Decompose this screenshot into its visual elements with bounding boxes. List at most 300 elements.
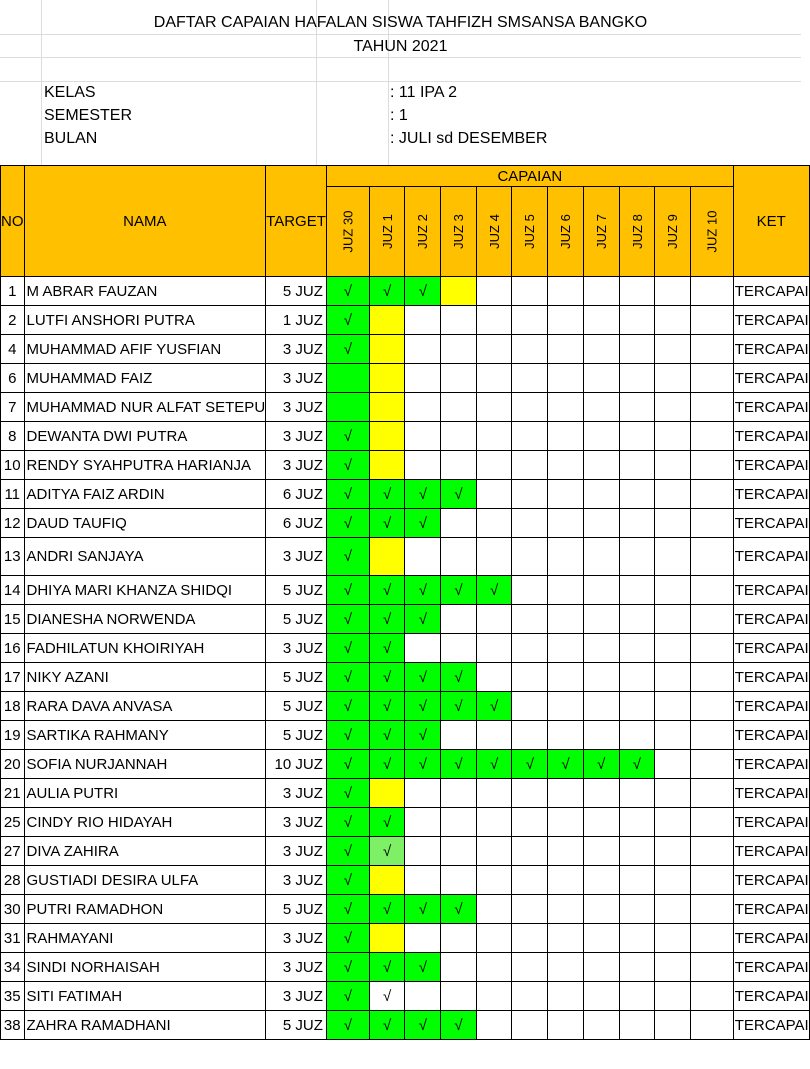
juz-cell[interactable] — [619, 895, 655, 924]
juz-cell[interactable]: √ — [441, 480, 477, 509]
row-nama[interactable]: RAHMAYANI — [24, 924, 266, 953]
row-ket[interactable]: TERCAPAI — [733, 538, 809, 576]
row-nama[interactable]: SITI FATIMAH — [24, 982, 266, 1011]
juz-cell[interactable] — [583, 393, 619, 422]
juz-cell[interactable] — [476, 634, 512, 663]
juz-cell[interactable] — [690, 335, 733, 364]
juz-cell[interactable] — [583, 721, 619, 750]
juz-cell[interactable] — [619, 808, 655, 837]
juz-cell[interactable] — [690, 866, 733, 895]
juz-cell[interactable] — [619, 451, 655, 480]
row-target[interactable]: 5 JUZ — [266, 692, 327, 721]
juz-cell[interactable] — [655, 451, 691, 480]
juz-cell[interactable] — [690, 480, 733, 509]
juz-cell[interactable] — [548, 451, 584, 480]
juz-cell[interactable] — [369, 866, 405, 895]
juz-cell[interactable] — [512, 364, 548, 393]
juz-cell[interactable]: √ — [369, 634, 405, 663]
juz-cell[interactable] — [441, 335, 477, 364]
juz-cell[interactable] — [369, 393, 405, 422]
juz-cell[interactable] — [441, 634, 477, 663]
juz-cell[interactable] — [655, 837, 691, 866]
row-target[interactable]: 3 JUZ — [266, 393, 327, 422]
juz-cell[interactable]: √ — [619, 750, 655, 779]
juz-cell[interactable] — [369, 451, 405, 480]
row-nama[interactable]: LUTFI ANSHORI PUTRA — [24, 306, 266, 335]
row-no[interactable]: 14 — [1, 576, 25, 605]
juz-cell[interactable] — [548, 509, 584, 538]
row-ket[interactable]: TERCAPAI — [733, 364, 809, 393]
juz-cell[interactable] — [548, 895, 584, 924]
row-nama[interactable]: DIVA ZAHIRA — [24, 837, 266, 866]
row-no[interactable]: 10 — [1, 451, 25, 480]
juz-cell[interactable]: √ — [326, 605, 369, 634]
row-nama[interactable]: ADITYA FAIZ ARDIN — [24, 480, 266, 509]
juz-cell[interactable] — [405, 451, 441, 480]
juz-cell[interactable] — [583, 924, 619, 953]
row-target[interactable]: 5 JUZ — [266, 576, 327, 605]
row-target[interactable]: 3 JUZ — [266, 837, 327, 866]
juz-cell[interactable] — [583, 866, 619, 895]
juz-cell[interactable] — [583, 692, 619, 721]
juz-cell[interactable] — [619, 277, 655, 306]
juz-cell[interactable] — [655, 953, 691, 982]
juz-cell[interactable] — [619, 422, 655, 451]
juz-cell[interactable] — [690, 538, 733, 576]
row-no[interactable]: 17 — [1, 663, 25, 692]
juz-cell[interactable] — [655, 692, 691, 721]
juz-cell[interactable]: √ — [405, 480, 441, 509]
row-target[interactable]: 3 JUZ — [266, 982, 327, 1011]
juz-cell[interactable]: √ — [405, 750, 441, 779]
juz-cell[interactable]: √ — [405, 576, 441, 605]
juz-cell[interactable]: √ — [405, 1011, 441, 1040]
juz-cell[interactable] — [690, 895, 733, 924]
juz-cell[interactable] — [583, 1011, 619, 1040]
juz-cell[interactable] — [405, 364, 441, 393]
row-nama[interactable]: DIANESHA NORWENDA — [24, 605, 266, 634]
juz-cell[interactable] — [548, 808, 584, 837]
row-target[interactable]: 3 JUZ — [266, 779, 327, 808]
juz-cell[interactable] — [476, 924, 512, 953]
row-ket[interactable]: TERCAPAI — [733, 808, 809, 837]
juz-cell[interactable]: √ — [405, 953, 441, 982]
juz-cell[interactable] — [405, 634, 441, 663]
juz-cell[interactable] — [512, 509, 548, 538]
juz-cell[interactable] — [655, 982, 691, 1011]
row-target[interactable]: 6 JUZ — [266, 480, 327, 509]
juz-cell[interactable] — [476, 1011, 512, 1040]
row-ket[interactable]: TERCAPAI — [733, 692, 809, 721]
row-ket[interactable]: TERCAPAI — [733, 924, 809, 953]
juz-cell[interactable]: √ — [369, 1011, 405, 1040]
row-no[interactable]: 1 — [1, 277, 25, 306]
juz-cell[interactable] — [476, 895, 512, 924]
juz-cell[interactable]: √ — [326, 924, 369, 953]
juz-cell[interactable] — [690, 808, 733, 837]
juz-cell[interactable] — [512, 663, 548, 692]
juz-cell[interactable] — [405, 779, 441, 808]
juz-cell[interactable] — [619, 509, 655, 538]
juz-cell[interactable] — [512, 277, 548, 306]
juz-cell[interactable] — [583, 335, 619, 364]
row-nama[interactable]: ZAHRA RAMADHANI — [24, 1011, 266, 1040]
juz-cell[interactable] — [655, 808, 691, 837]
row-nama[interactable]: DEWANTA DWI PUTRA — [24, 422, 266, 451]
row-no[interactable]: 6 — [1, 364, 25, 393]
row-no[interactable]: 20 — [1, 750, 25, 779]
juz-cell[interactable] — [583, 808, 619, 837]
juz-cell[interactable] — [655, 750, 691, 779]
row-nama[interactable]: CINDY RIO HIDAYAH — [24, 808, 266, 837]
juz-cell[interactable] — [548, 924, 584, 953]
row-nama[interactable]: SINDI NORHAISAH — [24, 953, 266, 982]
juz-cell[interactable] — [405, 982, 441, 1011]
juz-cell[interactable]: √ — [326, 837, 369, 866]
juz-cell[interactable] — [548, 953, 584, 982]
row-nama[interactable]: MUHAMMAD AFIF YUSFIAN — [24, 335, 266, 364]
row-ket[interactable]: TERCAPAI — [733, 306, 809, 335]
row-nama[interactable]: M ABRAR FAUZAN — [24, 277, 266, 306]
juz-cell[interactable] — [619, 605, 655, 634]
row-no[interactable]: 13 — [1, 538, 25, 576]
juz-cell[interactable] — [476, 808, 512, 837]
juz-cell[interactable] — [690, 1011, 733, 1040]
juz-cell[interactable] — [690, 576, 733, 605]
juz-cell[interactable] — [619, 306, 655, 335]
row-no[interactable]: 12 — [1, 509, 25, 538]
row-nama[interactable]: PUTRI RAMADHON — [24, 895, 266, 924]
juz-cell[interactable] — [548, 779, 584, 808]
juz-cell[interactable] — [476, 393, 512, 422]
juz-cell[interactable] — [512, 837, 548, 866]
juz-cell[interactable] — [619, 721, 655, 750]
juz-cell[interactable]: √ — [326, 335, 369, 364]
juz-cell[interactable] — [512, 306, 548, 335]
juz-cell[interactable] — [548, 422, 584, 451]
juz-cell[interactable] — [441, 393, 477, 422]
juz-cell[interactable] — [690, 663, 733, 692]
juz-cell[interactable] — [690, 982, 733, 1011]
juz-cell[interactable] — [690, 306, 733, 335]
juz-cell[interactable]: √ — [476, 750, 512, 779]
juz-cell[interactable]: √ — [326, 422, 369, 451]
juz-cell[interactable] — [548, 605, 584, 634]
juz-cell[interactable]: √ — [441, 895, 477, 924]
juz-cell[interactable] — [476, 538, 512, 576]
juz-cell[interactable]: √ — [369, 750, 405, 779]
row-ket[interactable]: TERCAPAI — [733, 509, 809, 538]
juz-cell[interactable] — [405, 924, 441, 953]
juz-cell[interactable] — [548, 982, 584, 1011]
juz-cell[interactable]: √ — [369, 663, 405, 692]
juz-cell[interactable] — [548, 663, 584, 692]
row-ket[interactable]: TERCAPAI — [733, 335, 809, 364]
juz-cell[interactable] — [583, 538, 619, 576]
juz-cell[interactable] — [369, 335, 405, 364]
juz-cell[interactable] — [655, 634, 691, 663]
juz-cell[interactable] — [369, 538, 405, 576]
juz-cell[interactable] — [583, 837, 619, 866]
juz-cell[interactable] — [655, 480, 691, 509]
juz-cell[interactable] — [326, 364, 369, 393]
juz-cell[interactable]: √ — [326, 306, 369, 335]
juz-cell[interactable] — [441, 605, 477, 634]
juz-cell[interactable] — [583, 895, 619, 924]
juz-cell[interactable] — [655, 663, 691, 692]
juz-cell[interactable] — [583, 451, 619, 480]
juz-cell[interactable] — [476, 605, 512, 634]
juz-cell[interactable] — [655, 422, 691, 451]
row-no[interactable]: 4 — [1, 335, 25, 364]
juz-cell[interactable] — [690, 750, 733, 779]
juz-cell[interactable] — [655, 895, 691, 924]
juz-cell[interactable] — [690, 277, 733, 306]
juz-cell[interactable] — [655, 605, 691, 634]
juz-cell[interactable] — [405, 808, 441, 837]
row-target[interactable]: 3 JUZ — [266, 538, 327, 576]
juz-cell[interactable]: √ — [326, 953, 369, 982]
juz-cell[interactable]: √ — [369, 895, 405, 924]
juz-cell[interactable] — [441, 538, 477, 576]
juz-cell[interactable] — [476, 837, 512, 866]
juz-cell[interactable]: √ — [326, 451, 369, 480]
row-ket[interactable]: TERCAPAI — [733, 1011, 809, 1040]
row-no[interactable]: 19 — [1, 721, 25, 750]
juz-cell[interactable] — [655, 364, 691, 393]
juz-cell[interactable] — [583, 576, 619, 605]
juz-cell[interactable] — [512, 335, 548, 364]
row-no[interactable]: 7 — [1, 393, 25, 422]
row-no[interactable]: 15 — [1, 605, 25, 634]
juz-cell[interactable] — [583, 306, 619, 335]
juz-cell[interactable] — [441, 866, 477, 895]
juz-cell[interactable]: √ — [512, 750, 548, 779]
row-target[interactable]: 5 JUZ — [266, 721, 327, 750]
row-nama[interactable]: DAUD TAUFIQ — [24, 509, 266, 538]
row-no[interactable]: 30 — [1, 895, 25, 924]
juz-cell[interactable]: √ — [369, 277, 405, 306]
juz-cell[interactable] — [512, 895, 548, 924]
juz-cell[interactable]: √ — [326, 982, 369, 1011]
juz-cell[interactable] — [512, 692, 548, 721]
row-nama[interactable]: FADHILATUN KHOIRIYAH — [24, 634, 266, 663]
juz-cell[interactable] — [690, 634, 733, 663]
juz-cell[interactable] — [476, 663, 512, 692]
juz-cell[interactable]: √ — [326, 634, 369, 663]
juz-cell[interactable] — [619, 779, 655, 808]
row-nama[interactable]: RARA DAVA ANVASA — [24, 692, 266, 721]
juz-cell[interactable] — [690, 837, 733, 866]
juz-cell[interactable] — [548, 692, 584, 721]
juz-cell[interactable] — [583, 364, 619, 393]
juz-cell[interactable] — [476, 451, 512, 480]
juz-cell[interactable] — [548, 306, 584, 335]
juz-cell[interactable] — [548, 364, 584, 393]
row-no[interactable]: 16 — [1, 634, 25, 663]
juz-cell[interactable] — [655, 779, 691, 808]
juz-cell[interactable] — [548, 866, 584, 895]
juz-cell[interactable] — [476, 306, 512, 335]
row-nama[interactable]: RENDY SYAHPUTRA HARIANJA — [24, 451, 266, 480]
row-target[interactable]: 5 JUZ — [266, 895, 327, 924]
juz-cell[interactable] — [405, 538, 441, 576]
juz-cell[interactable]: √ — [405, 509, 441, 538]
juz-cell[interactable] — [441, 306, 477, 335]
juz-cell[interactable] — [405, 306, 441, 335]
row-ket[interactable]: TERCAPAI — [733, 634, 809, 663]
juz-cell[interactable]: √ — [369, 576, 405, 605]
row-ket[interactable]: TERCAPAI — [733, 721, 809, 750]
juz-cell[interactable] — [655, 393, 691, 422]
row-nama[interactable]: SARTIKA RAHMANY — [24, 721, 266, 750]
juz-cell[interactable] — [441, 982, 477, 1011]
juz-cell[interactable] — [655, 721, 691, 750]
row-nama[interactable]: SOFIA NURJANNAH — [24, 750, 266, 779]
juz-cell[interactable] — [690, 721, 733, 750]
juz-cell[interactable] — [512, 634, 548, 663]
juz-cell[interactable] — [476, 277, 512, 306]
juz-cell[interactable] — [583, 634, 619, 663]
row-ket[interactable]: TERCAPAI — [733, 953, 809, 982]
juz-cell[interactable]: √ — [326, 277, 369, 306]
juz-cell[interactable]: √ — [441, 576, 477, 605]
juz-cell[interactable] — [583, 953, 619, 982]
juz-cell[interactable] — [476, 335, 512, 364]
juz-cell[interactable] — [690, 692, 733, 721]
juz-cell[interactable]: √ — [369, 509, 405, 538]
row-ket[interactable]: TERCAPAI — [733, 750, 809, 779]
juz-cell[interactable] — [512, 576, 548, 605]
juz-cell[interactable] — [690, 509, 733, 538]
juz-cell[interactable]: √ — [369, 837, 405, 866]
juz-cell[interactable] — [655, 277, 691, 306]
row-target[interactable]: 3 JUZ — [266, 953, 327, 982]
juz-cell[interactable]: √ — [441, 663, 477, 692]
juz-cell[interactable] — [548, 576, 584, 605]
juz-cell[interactable] — [690, 924, 733, 953]
juz-cell[interactable]: √ — [476, 576, 512, 605]
juz-cell[interactable] — [441, 422, 477, 451]
row-ket[interactable]: TERCAPAI — [733, 277, 809, 306]
row-target[interactable]: 3 JUZ — [266, 808, 327, 837]
juz-cell[interactable] — [548, 277, 584, 306]
juz-cell[interactable]: √ — [326, 895, 369, 924]
juz-cell[interactable]: √ — [326, 750, 369, 779]
juz-cell[interactable] — [583, 779, 619, 808]
juz-cell[interactable] — [583, 982, 619, 1011]
juz-cell[interactable] — [655, 538, 691, 576]
juz-cell[interactable] — [690, 422, 733, 451]
row-no[interactable]: 11 — [1, 480, 25, 509]
juz-cell[interactable] — [655, 866, 691, 895]
juz-cell[interactable]: √ — [326, 866, 369, 895]
juz-cell[interactable] — [619, 335, 655, 364]
juz-cell[interactable]: √ — [441, 750, 477, 779]
juz-cell[interactable] — [583, 422, 619, 451]
row-no[interactable]: 18 — [1, 692, 25, 721]
juz-cell[interactable] — [476, 422, 512, 451]
row-nama[interactable]: ANDRI SANJAYA — [24, 538, 266, 576]
juz-cell[interactable] — [512, 982, 548, 1011]
juz-cell[interactable] — [655, 335, 691, 364]
row-target[interactable]: 3 JUZ — [266, 451, 327, 480]
row-target[interactable]: 3 JUZ — [266, 422, 327, 451]
juz-cell[interactable] — [619, 837, 655, 866]
juz-cell[interactable]: √ — [405, 721, 441, 750]
juz-cell[interactable] — [441, 779, 477, 808]
juz-cell[interactable] — [512, 953, 548, 982]
juz-cell[interactable] — [369, 779, 405, 808]
juz-cell[interactable] — [369, 306, 405, 335]
juz-cell[interactable] — [548, 480, 584, 509]
row-ket[interactable]: TERCAPAI — [733, 451, 809, 480]
juz-cell[interactable] — [441, 924, 477, 953]
juz-cell[interactable] — [619, 634, 655, 663]
juz-cell[interactable] — [512, 422, 548, 451]
juz-cell[interactable]: √ — [369, 480, 405, 509]
juz-cell[interactable]: √ — [326, 576, 369, 605]
row-no[interactable]: 35 — [1, 982, 25, 1011]
juz-cell[interactable] — [655, 924, 691, 953]
row-target[interactable]: 5 JUZ — [266, 277, 327, 306]
juz-cell[interactable]: √ — [326, 663, 369, 692]
juz-cell[interactable]: √ — [326, 692, 369, 721]
juz-cell[interactable] — [619, 480, 655, 509]
juz-cell[interactable] — [441, 509, 477, 538]
juz-cell[interactable]: √ — [369, 982, 405, 1011]
juz-cell[interactable] — [655, 509, 691, 538]
row-target[interactable]: 3 JUZ — [266, 335, 327, 364]
juz-cell[interactable] — [476, 480, 512, 509]
juz-cell[interactable] — [548, 393, 584, 422]
row-target[interactable]: 3 JUZ — [266, 634, 327, 663]
juz-cell[interactable] — [548, 335, 584, 364]
juz-cell[interactable] — [512, 393, 548, 422]
juz-cell[interactable] — [690, 605, 733, 634]
juz-cell[interactable] — [476, 509, 512, 538]
juz-cell[interactable] — [548, 721, 584, 750]
juz-cell[interactable] — [326, 393, 369, 422]
juz-cell[interactable] — [619, 924, 655, 953]
juz-cell[interactable] — [619, 982, 655, 1011]
juz-cell[interactable] — [512, 480, 548, 509]
row-ket[interactable]: TERCAPAI — [733, 605, 809, 634]
juz-cell[interactable] — [512, 451, 548, 480]
juz-cell[interactable] — [512, 1011, 548, 1040]
juz-cell[interactable] — [405, 837, 441, 866]
row-target[interactable]: 5 JUZ — [266, 605, 327, 634]
juz-cell[interactable] — [619, 538, 655, 576]
row-target[interactable]: 3 JUZ — [266, 924, 327, 953]
juz-cell[interactable] — [369, 924, 405, 953]
juz-cell[interactable] — [441, 837, 477, 866]
juz-cell[interactable] — [369, 422, 405, 451]
juz-cell[interactable] — [512, 721, 548, 750]
juz-cell[interactable]: √ — [326, 779, 369, 808]
juz-cell[interactable] — [548, 538, 584, 576]
row-no[interactable]: 21 — [1, 779, 25, 808]
row-target[interactable]: 3 JUZ — [266, 866, 327, 895]
juz-cell[interactable] — [512, 779, 548, 808]
row-target[interactable]: 5 JUZ — [266, 663, 327, 692]
juz-cell[interactable]: √ — [326, 721, 369, 750]
juz-cell[interactable] — [583, 509, 619, 538]
row-no[interactable]: 25 — [1, 808, 25, 837]
juz-cell[interactable] — [476, 866, 512, 895]
row-no[interactable]: 34 — [1, 953, 25, 982]
row-ket[interactable]: TERCAPAI — [733, 576, 809, 605]
